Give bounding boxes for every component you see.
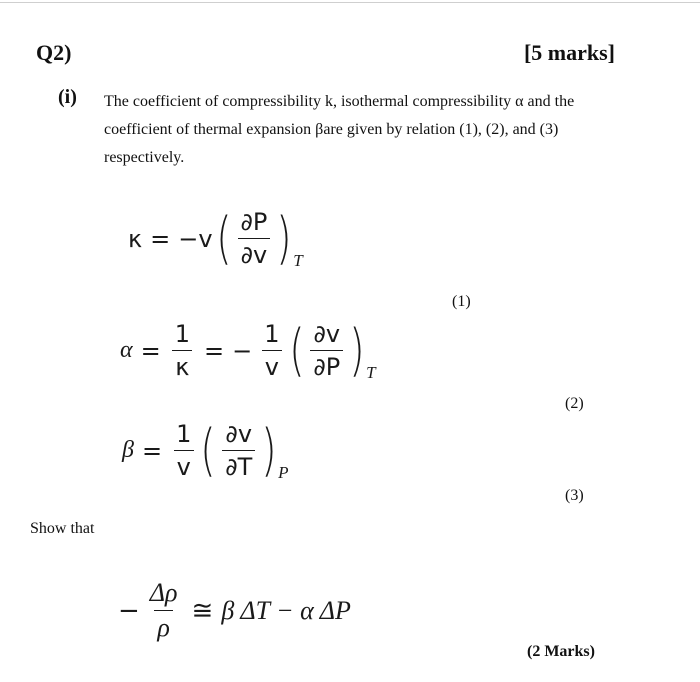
- eq2-fraction-2: [261, 320, 282, 381]
- eq3-lhs: β: [122, 437, 134, 463]
- top-divider: [0, 2, 700, 3]
- eq2-fraction-1: [172, 320, 193, 381]
- eq1-denominator: ∂v: [238, 238, 271, 269]
- part-text-line-2: coefficient of thermal expansion βare given by relation (1), (2), and (3): [104, 121, 559, 138]
- eq1-subscript: T: [293, 250, 303, 270]
- eq2-lhs: α: [120, 337, 133, 363]
- question-marks: [5 marks]: [523, 40, 615, 65]
- show-fraction: [147, 578, 181, 643]
- eq2-equals-1: =: [140, 336, 161, 365]
- eq2-f1-denominator: κ: [172, 350, 192, 381]
- equation-3: [122, 417, 289, 483]
- eq3-denominator: ∂T: [222, 450, 255, 481]
- eq3-equals: =: [141, 436, 163, 465]
- eq1-fraction: [237, 208, 270, 269]
- eq3-numerator: ∂v: [225, 420, 253, 448]
- eq1-lhs: κ: [128, 224, 143, 253]
- eq2-equals-2: =: [204, 336, 225, 365]
- show-that-label: Show that: [30, 520, 95, 537]
- eq2-f2-denominator: v: [262, 350, 282, 381]
- part-text: [104, 88, 604, 172]
- eq3-f-numerator: 1: [176, 420, 192, 448]
- show-equation: [118, 578, 351, 643]
- eq3-fraction-2: [222, 420, 255, 481]
- eq3-subscript: P: [278, 462, 289, 482]
- part-text-line-1: The coefficient of compressibility k, isothermal compressibility α and the: [104, 93, 575, 110]
- eq1-left-paren: (: [215, 205, 232, 271]
- part-label: (i): [58, 86, 77, 108]
- eq1-equals: =: [150, 224, 171, 253]
- eq2-minus: −: [232, 336, 253, 365]
- equation-2: [120, 317, 376, 383]
- eq2-f1-numerator: 1: [174, 320, 190, 348]
- show-minus: −: [118, 595, 140, 626]
- eq2-denominator: ∂P: [310, 350, 343, 381]
- eq2-subscript: T: [366, 362, 376, 382]
- eq1-label: (1): [452, 293, 471, 310]
- eq2-label: (2): [565, 395, 584, 412]
- eq3-label: (3): [565, 487, 584, 504]
- equation-1: [128, 205, 303, 271]
- show-numerator: Δρ: [149, 578, 178, 607]
- show-marks: (2 Marks): [527, 643, 595, 660]
- eq2-right-paren: ): [349, 317, 365, 383]
- eq2-fraction-3: [310, 320, 343, 381]
- eq3-fraction-1: [173, 420, 194, 481]
- eq3-f-denominator: v: [174, 450, 194, 481]
- show-denominator: ρ: [154, 610, 172, 643]
- question-number: Q2): [36, 40, 72, 65]
- part-text-line-3: respectively.: [104, 149, 185, 166]
- eq2-numerator: ∂v: [313, 320, 341, 348]
- eq3-right-paren: ): [261, 417, 277, 483]
- show-approx: ≅: [191, 595, 214, 626]
- eq2-left-paren: (: [288, 317, 305, 383]
- eq1-coef: −v: [178, 224, 213, 253]
- eq2-f2-numerator: 1: [264, 320, 280, 348]
- show-rhs: β ΔT − α ΔP: [221, 595, 351, 625]
- eq3-left-paren: (: [200, 417, 216, 483]
- eq1-right-paren: ): [276, 205, 292, 271]
- eq1-numerator: ∂P: [240, 208, 268, 236]
